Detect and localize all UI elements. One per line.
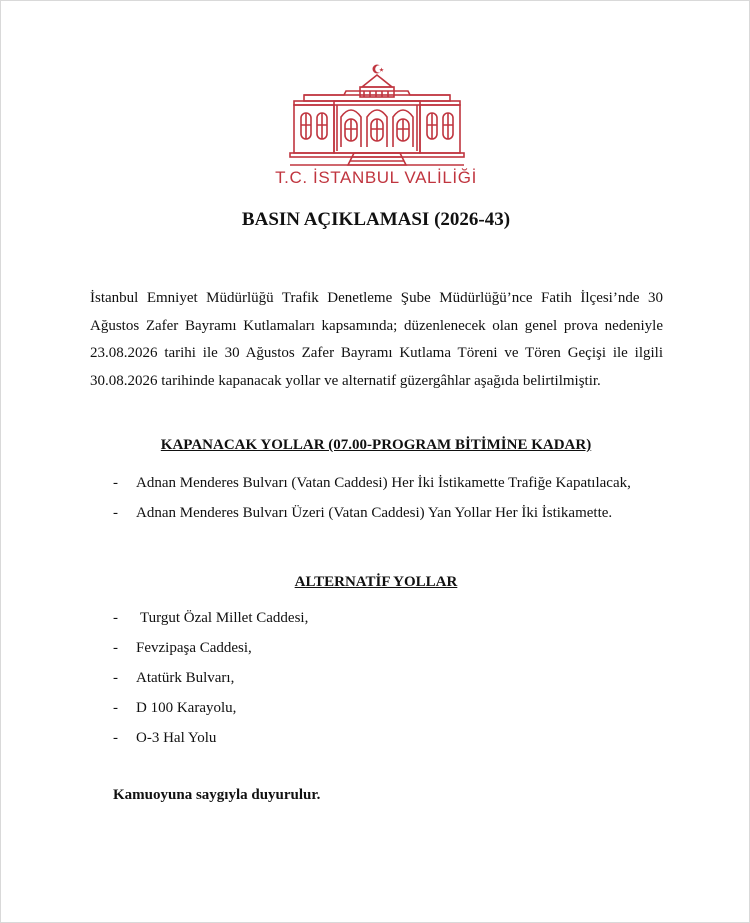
alternative-road-text: D 100 Karayolu, <box>136 700 237 716</box>
closed-roads-heading: KAPANACAK YOLLAR (07.00-PROGRAM BİTİMİNE KADAR) <box>160 437 592 453</box>
alternative-road-text: O-3 Hal Yolu <box>136 730 217 746</box>
bullet-dash: - <box>113 640 118 656</box>
organization-name: T.C. İSTANBUL VALİLİĞİ <box>275 168 477 187</box>
closed-road-text: Adnan Menderes Bulvarı Üzeri (Vatan Caddesi) Yan Yollar Her İki İstikamette. <box>136 505 613 521</box>
bullet-dash: - <box>113 700 118 716</box>
closing-statement: Kamuoyuna saygıyla duyurulur. <box>113 787 321 803</box>
istanbul-governorship-building-icon <box>284 61 470 167</box>
closed-road-text: Adnan Menderes Bulvarı (Vatan Caddesi) Her İki İstikamette Trafiğe Kapatılacak, <box>136 475 631 491</box>
bullet-dash: - <box>113 505 118 521</box>
alternative-roads-heading: ALTERNATİF YOLLAR <box>294 574 458 590</box>
bullet-dash: - <box>113 610 118 626</box>
alternative-road-text: Fevzipaşa Caddesi, <box>136 640 252 656</box>
bullet-dash: - <box>113 730 118 746</box>
bullet-dash: - <box>113 475 118 491</box>
intro-paragraph: İstanbul Emniyet Müdürlüğü Trafik Denetleme Şube Müdürlüğü’nce Fatih İlçesi’nde 30 Ağustos Zafer Bayramı Kutlamaları kapsamında; düzenlenecek olan genel prova nedeniyle 23.08.2026 tarihi ile 30 Ağustos Zafer Bayramı Kutlama Töreni ve Tören Geçişi ile ilgili 30.08.2026 tarihinde kapanacak yollar ve alternatif güzergâhlar aşağıda belirtilmiştir. <box>90 290 663 389</box>
bullet-dash: - <box>113 670 118 686</box>
document-title: BASIN AÇIKLAMASI (2026-43) <box>241 209 511 230</box>
alternative-road-text: Turgut Özal Millet Caddesi, <box>140 610 309 626</box>
alternative-road-text: Atatürk Bulvarı, <box>136 670 235 686</box>
